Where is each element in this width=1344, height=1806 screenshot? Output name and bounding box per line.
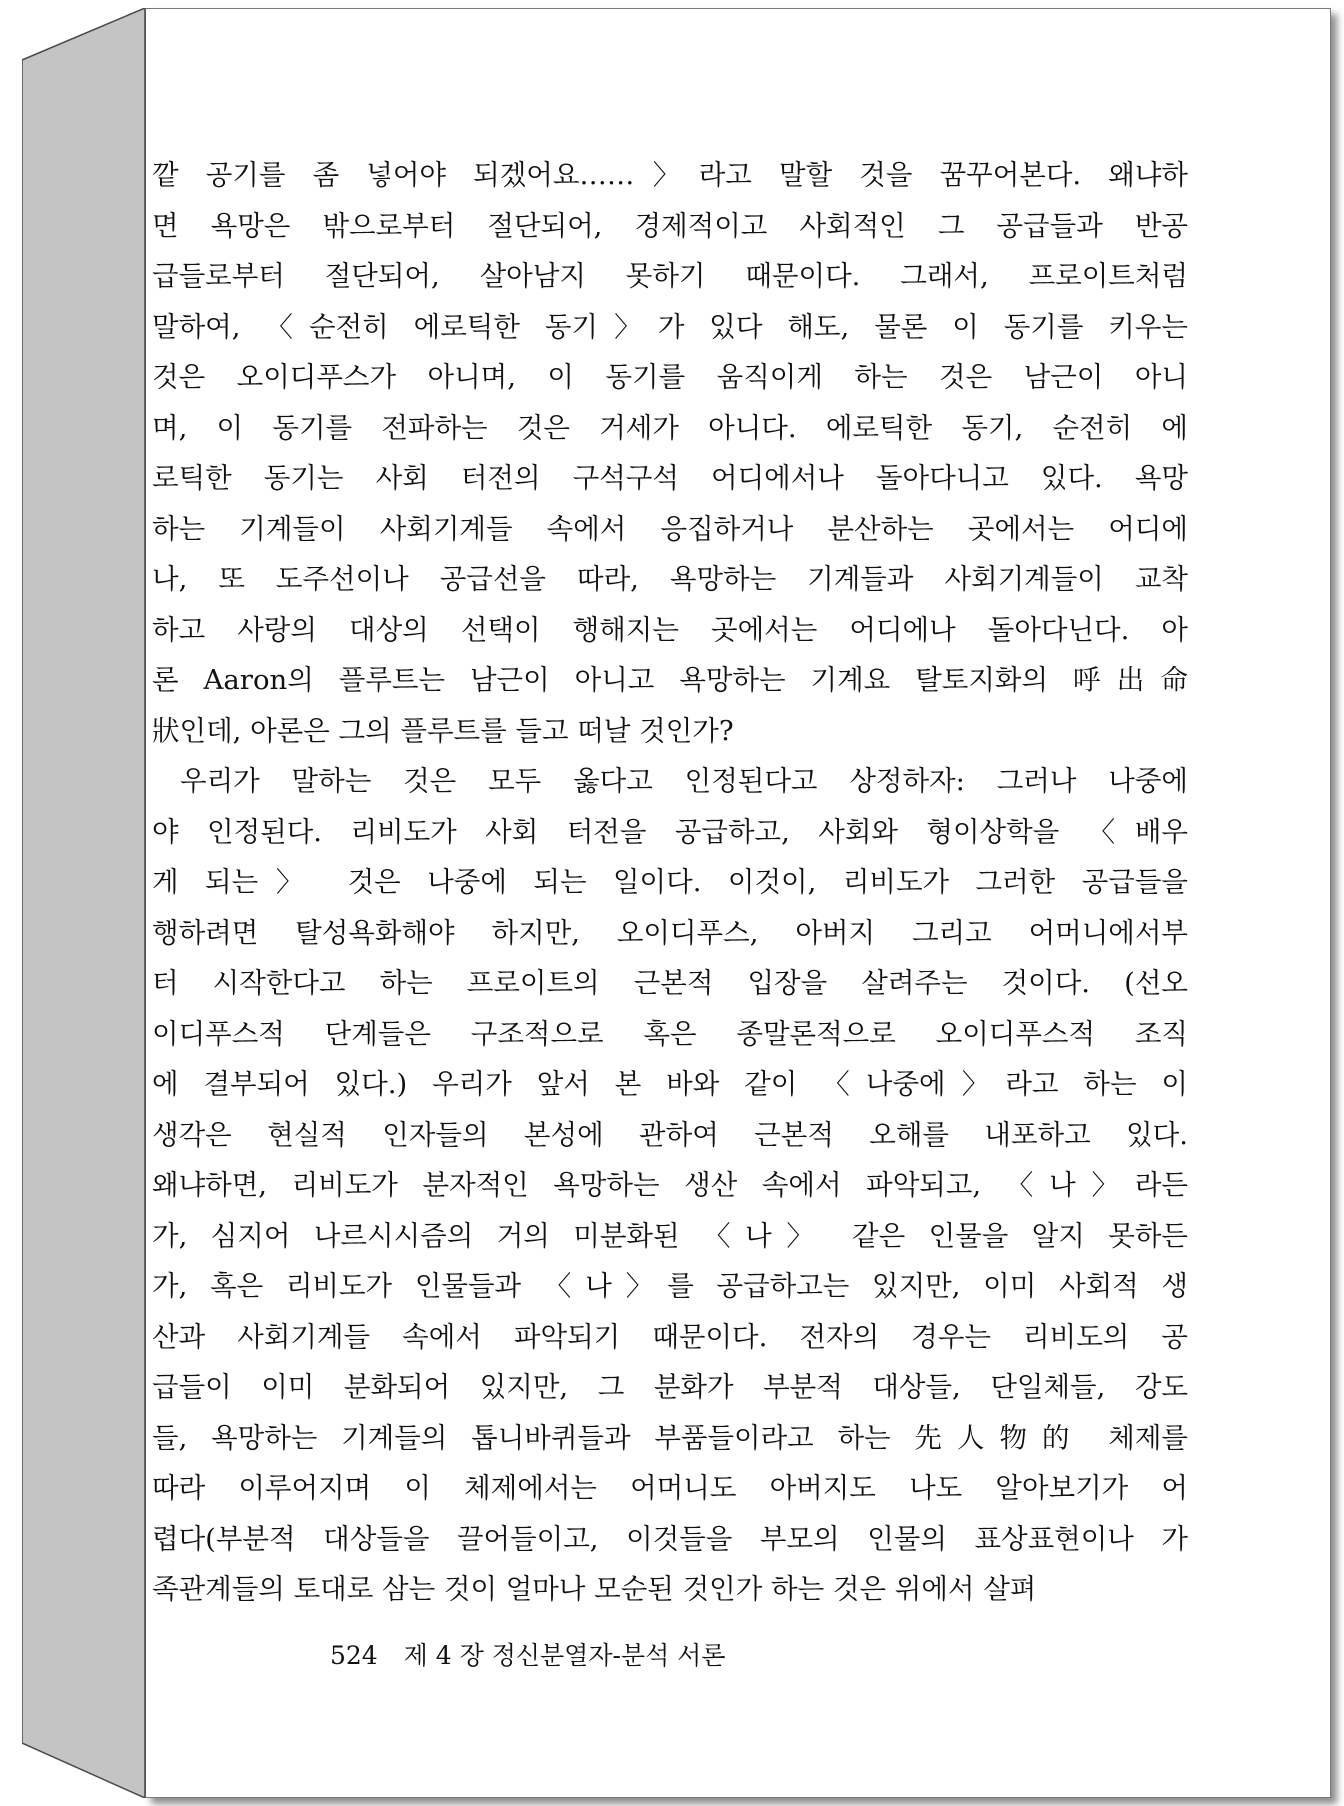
text-line: 것은 오이디푸스가 아니며, 이 동기를 움직이게 하는 것은 남근이 아니 xyxy=(152,361,1188,393)
text-line: 하고 사랑의 대상의 선택이 행해지는 곳에서는 어디에나 돌아다닌다. 아 xyxy=(152,613,1188,646)
page-number: 524 xyxy=(330,1641,378,1670)
text-line: 이디푸스적 단계들은 구조적으로 혹은 종말론적으로 오이디푸스적 조직 xyxy=(152,1017,1188,1050)
text-line: 산과 사회기계들 속에서 파악되기 때문이다. 전자의 경우는 리비도의 공 xyxy=(152,1320,1188,1353)
text-line: 로틱한 동기는 사회 터전의 구석구석 어디에서나 돌아다니고 있다. 욕망 xyxy=(152,462,1188,494)
text-line: 우리가 말하는 것은 모두 옳다고 인정된다고 상정하자: 그러나 나중에 xyxy=(180,765,1188,797)
text-line: 깥 공기를 좀 넣어야 되겠어요……〉라고 말할 것을 꿈꾸어본다. 왜냐하 xyxy=(152,159,1188,191)
text-line: 생각은 현실적 인자들의 본성에 관하여 근본적 오해를 내포하고 있다. xyxy=(152,1118,1188,1151)
text-line: 급들이 이미 분화되어 있지만, 그 분화가 부분적 대상들, 단일체들, 강도 xyxy=(152,1371,1188,1403)
text-line: 면 욕망은 밖으로부터 절단되어, 경제적이고 사회적인 그 공급들과 반공 xyxy=(152,209,1188,242)
book-spine xyxy=(22,8,145,1798)
page-footer xyxy=(330,1636,725,1672)
paragraph xyxy=(152,756,1188,1615)
text-line: 론 Aaron의 플루트는 남근이 아니고 욕망하는 기계요 탈토지화의 呼出命 xyxy=(152,664,1188,696)
text-line: 행하려면 탈성욕화해야 하지만, 오이디푸스, 아버지 그리고 어머니에서부 xyxy=(152,916,1188,949)
text-line: 나, 또 도주선이나 공급선을 따라, 욕망하는 기계들과 사회기계들이 교착 xyxy=(152,563,1188,595)
paragraph xyxy=(152,150,1188,756)
text-line: 가, 심지어 나르시시즘의 거의 미분화된 〈나〉 같은 인물을 알지 못하든 xyxy=(152,1219,1188,1252)
text-line: 족관계들의 토대로 삼는 것이 얼마나 모순된 것인가 하는 것은 위에서 살펴 xyxy=(152,1573,1037,1605)
text-line: 따라 이루어지며 이 체제에서는 어머니도 아버지도 나도 알아보기가 어 xyxy=(152,1472,1188,1504)
body-text xyxy=(152,150,1188,1615)
text-line: 에 결부되어 있다.) 우리가 앞서 본 바와 같이 〈나중에〉라고 하는 이 xyxy=(152,1068,1188,1100)
text-line: 야 인정된다. 리비도가 사회 터전을 공급하고, 사회와 형이상학을 〈배우 xyxy=(152,815,1188,848)
text-line: 하는 기계들이 사회기계들 속에서 응집하거나 분산하는 곳에서는 어디에 xyxy=(152,512,1188,545)
text-line: 게 되는〉 것은 나중에 되는 일이다. 이것이, 리비도가 그러한 공급들을 xyxy=(152,866,1188,898)
text-line: 렵다(부분적 대상들을 끌어들이고, 이것들을 부모의 인물의 표상표현이나 가 xyxy=(152,1522,1188,1555)
text-line: 왜냐하면, 리비도가 분자적인 욕망하는 생산 속에서 파악되고, 〈나〉라든 xyxy=(152,1169,1188,1201)
text-line: 狀인데, 아론은 그의 플루트를 들고 떠날 것인가? xyxy=(152,714,734,747)
text-line: 들, 욕망하는 기계들의 톱니바퀴들과 부품들이라고 하는 先人物的 체제를 xyxy=(152,1421,1188,1454)
text-line: 가, 혹은 리비도가 인물들과 〈나〉를 공급하고는 있지만, 이미 사회적 생 xyxy=(152,1270,1188,1302)
text-line: 말하여, 〈순전히 에로틱한 동기〉가 있다 해도, 물론 이 동기를 키우는 xyxy=(152,310,1188,343)
book-spine-face xyxy=(22,8,145,1798)
text-line: 며, 이 동기를 전파하는 것은 거세가 아니다. 에로틱한 동기, 순전히 에 xyxy=(152,411,1188,444)
text-line: 터 시작한다고 하는 프로이트의 근본적 입장을 살려주는 것이다. (선오 xyxy=(152,967,1188,999)
chapter-title: 제 4 장 정신분열자-분석 서론 xyxy=(403,1641,726,1670)
text-line: 급들로부터 절단되어, 살아남지 못하기 때문이다. 그래서, 프로이트처럼 xyxy=(152,260,1188,292)
